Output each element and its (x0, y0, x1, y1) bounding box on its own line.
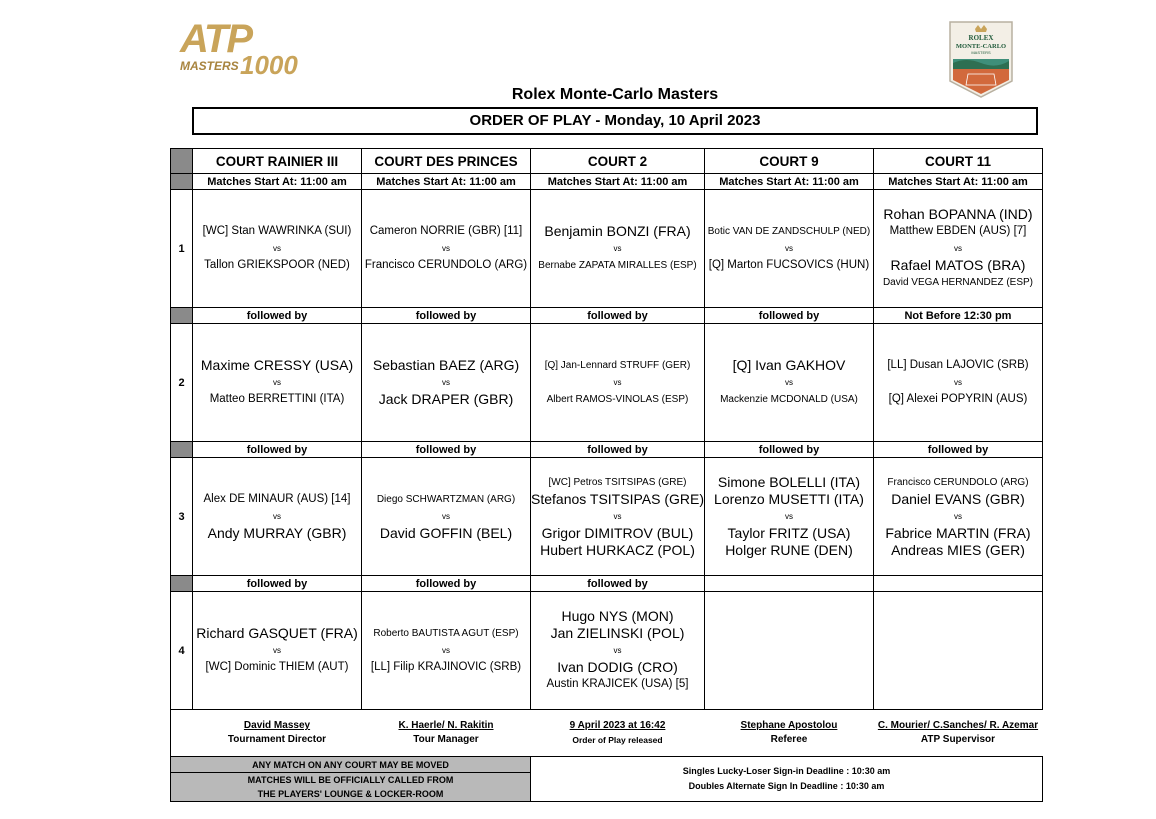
player-name: [WC] Stan WAWRINKA (SUI) (202, 225, 352, 237)
versus-label: vs (953, 244, 962, 253)
official-name: 9 April 2023 at 16:42 (569, 720, 666, 731)
match-cell (873, 190, 1042, 308)
followed-by-row (171, 442, 1043, 458)
official-cell (873, 710, 1042, 757)
official-cell (193, 710, 362, 757)
atp-logo-1000: 1000 (240, 50, 298, 78)
match-row (171, 592, 1043, 710)
versus-label: vs (273, 512, 281, 521)
start-gray-cell (171, 174, 193, 190)
match-cell (531, 592, 705, 710)
doubles-deadline (531, 779, 1042, 794)
player-name: Botic VAN DE ZANDSCHULP (NED) (707, 226, 871, 237)
match-row (171, 458, 1043, 576)
player-name: Matthew EBDEN (AUS) [7] (889, 225, 1027, 237)
match-cell (873, 324, 1042, 442)
match-number: 3 (171, 458, 193, 576)
followed-by-row (171, 308, 1043, 324)
followed-by-label: followed by (531, 442, 705, 458)
court-name: COURT 9 (704, 149, 873, 174)
player-name: Francisco CERUNDOLO (ARG) (364, 259, 528, 271)
player-name: David VEGA HERNANDEZ (ESP) (882, 277, 1033, 288)
doubles-deadline-label: Doubles Alternate Sign In Deadline : (688, 781, 844, 791)
player-name: [WC] Dominic THIEM (AUT) (205, 661, 349, 673)
player-name: Andy MURRAY (GBR) (207, 525, 347, 541)
move-notice: ANY MATCH ON ANY COURT MAY BE MOVED (171, 758, 530, 773)
followed-by-label: Not Before 12:30 pm (873, 308, 1042, 324)
court-name: COURT 2 (531, 149, 705, 174)
order-of-play-table (170, 148, 1043, 802)
player-name: Bernabe ZAPATA MIRALLES (ESP) (538, 260, 697, 271)
followed-by-label: followed by (531, 576, 705, 592)
player-name: Hugo NYS (MON) (561, 608, 674, 624)
official-cell (362, 710, 531, 757)
player-name: Richard GASQUET (FRA) (196, 625, 358, 641)
player-name: Fabrice MARTIN (FRA) (885, 525, 1031, 541)
followed-by-label: followed by (193, 308, 362, 324)
court-name: COURT RAINIER III (193, 149, 362, 174)
event-title: Rolex Monte-Carlo Masters (511, 86, 719, 103)
player-name: Grigor DIMITROV (BUL) (541, 525, 694, 541)
followed-by-label: followed by (193, 442, 362, 458)
player-name: [LL] Dusan LAJOVIC (SRB) (887, 359, 1029, 371)
match-cell (531, 324, 705, 442)
player-name: [LL] Filip KRAJINOVIC (SRB) (370, 661, 522, 673)
player-name: Austin KRAJICEK (USA) [5] (546, 678, 689, 690)
deadline-cell (531, 757, 1043, 802)
versus-label: vs (953, 512, 962, 521)
official-name: David Massey (243, 720, 311, 731)
player-name: Diego SCHWARTZMAN (ARG) (376, 494, 516, 505)
official-cell (531, 710, 705, 757)
doubles-deadline-time: 10:30 am (845, 781, 885, 791)
versus-label: vs (442, 646, 450, 655)
official-role: Tour Manager (413, 734, 479, 745)
singles-deadline-time: 10:30 am (851, 766, 891, 776)
followed-by-label: followed by (531, 308, 705, 324)
player-name: Roberto BAUTISTA AGUT (ESP) (373, 628, 519, 639)
corner-cell (171, 149, 193, 174)
player-name: Ivan DODIG (CRO) (557, 659, 678, 675)
match-cell (704, 458, 873, 576)
followed-by-label: followed by (362, 308, 531, 324)
start-time: Matches Start At: 11:00 am (193, 174, 362, 190)
called-notice-2: THE PLAYERS' LOUNGE & LOCKER-ROOM (257, 788, 444, 799)
match-number: 1 (171, 190, 193, 308)
order-of-play-title: ORDER OF PLAY - Monday, 10 April 2023 (192, 107, 1038, 135)
player-name: Matteo BERRETTINI (ITA) (209, 393, 345, 405)
atp-logo-masters: MASTERS (180, 59, 239, 73)
player-name: [Q] Marton FUCSOVICS (HUN) (708, 259, 870, 271)
player-name: Daniel EVANS (GBR) (891, 491, 1025, 507)
match-cell (193, 324, 362, 442)
start-time: Matches Start At: 11:00 am (873, 174, 1042, 190)
atp-logo-text: ATP (180, 18, 252, 61)
followed-by-label: followed by (362, 576, 531, 592)
player-name: Tallon GRIEKSPOOR (NED) (204, 259, 350, 271)
player-name: Rafael MATOS (BRA) (890, 257, 1026, 273)
player-name: Simone BOLELLI (ITA) (717, 474, 861, 490)
versus-label: vs (613, 512, 622, 521)
rmc-logo-montecarlo: MONTE-CARLO (955, 43, 1007, 50)
versus-label: vs (784, 512, 793, 521)
match-cell (362, 324, 531, 442)
versus-label: vs (953, 378, 962, 387)
court-header-row (171, 149, 1043, 174)
match-cell (531, 458, 705, 576)
match-cell (873, 592, 1042, 710)
followed-gray-cell (171, 576, 193, 592)
official-role: Order of Play released (572, 735, 663, 745)
player-name: Cameron NORRIE (GBR) [11] (369, 225, 523, 237)
followed-by-label (873, 576, 1042, 592)
officials-blank-cell (171, 710, 193, 757)
match-cell (704, 190, 873, 308)
official-role: ATP Supervisor (920, 734, 996, 745)
match-cell (193, 190, 362, 308)
versus-label: vs (613, 244, 622, 253)
player-name: [Q] Ivan GAKHOV (732, 357, 846, 373)
player-name: Mackenzie MCDONALD (USA) (720, 394, 858, 405)
official-role: Tournament Director (227, 734, 327, 745)
start-time-row (171, 174, 1043, 190)
officials-row (171, 710, 1043, 757)
court-name: COURT 11 (873, 149, 1042, 174)
followed-by-label: followed by (704, 308, 873, 324)
versus-label: vs (442, 512, 450, 521)
player-name: Stefanos TSITSIPAS (GRE) (531, 491, 704, 507)
versus-label: vs (442, 244, 450, 253)
official-name: Stephane Apostolou (740, 720, 838, 731)
official-role: Referee (770, 734, 808, 745)
versus-label: vs (784, 244, 793, 253)
match-cell (193, 592, 362, 710)
match-cell (362, 592, 531, 710)
player-name: Albert RAMOS-VINOLAS (ESP) (546, 394, 689, 405)
match-cell (704, 592, 873, 710)
rmc-logo-masters: MASTERS (971, 50, 991, 55)
player-name: Hubert HURKACZ (POL) (540, 542, 695, 558)
notes-cell (171, 757, 531, 802)
followed-by-label: followed by (873, 442, 1042, 458)
followed-by-label: followed by (193, 576, 362, 592)
match-cell (873, 458, 1042, 576)
player-name: Francisco CERUNDOLO (ARG) (887, 477, 1029, 488)
rmc-logo-rolex: ROLEX (968, 34, 994, 42)
match-cell (704, 324, 873, 442)
player-name: Sebastian BAEZ (ARG) (372, 357, 520, 373)
versus-label: vs (784, 378, 793, 387)
player-name: Rohan BOPANNA (IND) (883, 206, 1033, 222)
player-name: Benjamin BONZI (FRA) (544, 223, 691, 239)
court-name: COURT DES PRINCES (362, 149, 531, 174)
versus-label: vs (442, 378, 450, 387)
player-name: Maxime CRESSY (USA) (200, 357, 354, 373)
versus-label: vs (273, 244, 281, 253)
player-name: [Q] Jan-Lennard STRUFF (GER) (544, 360, 691, 371)
followed-gray-cell (171, 308, 193, 324)
match-cell (193, 458, 362, 576)
match-row (171, 190, 1043, 308)
match-number: 4 (171, 592, 193, 710)
player-name: Andreas MIES (GER) (891, 542, 1025, 558)
match-cell (531, 190, 705, 308)
official-name: K. Haerle/ N. Rakitin (398, 720, 494, 731)
called-notice-1: MATCHES WILL BE OFFICIALLY CALLED FROM (247, 774, 454, 785)
followed-by-label: followed by (362, 442, 531, 458)
player-name: [Q] Alexei POPYRIN (AUS) (888, 393, 1028, 405)
player-name: Taylor FRITZ (USA) (727, 525, 851, 541)
player-name: Jack DRAPER (GBR) (378, 391, 514, 407)
match-cell (362, 458, 531, 576)
followed-by-label (704, 576, 873, 592)
followed-by-row (171, 576, 1043, 592)
match-cell (362, 190, 531, 308)
match-row (171, 324, 1043, 442)
followed-by-label: followed by (704, 442, 873, 458)
official-name: C. Mourier/ C.Sanches/ R. Azemar (877, 720, 1039, 731)
official-cell (704, 710, 873, 757)
start-time: Matches Start At: 11:00 am (531, 174, 705, 190)
player-name: David GOFFIN (BEL) (379, 525, 513, 541)
player-name: Jan ZIELINSKI (POL) (550, 625, 685, 641)
atp-masters-1000-logo (178, 18, 306, 78)
notes-row (171, 757, 1043, 802)
start-time: Matches Start At: 11:00 am (704, 174, 873, 190)
versus-label: vs (613, 646, 622, 655)
versus-label: vs (613, 378, 622, 387)
player-name: Holger RUNE (DEN) (725, 542, 853, 558)
player-name: Lorenzo MUSETTI (ITA) (714, 491, 864, 507)
versus-label: vs (273, 378, 281, 387)
followed-gray-cell (171, 442, 193, 458)
match-number: 2 (171, 324, 193, 442)
singles-deadline-label: Singles Lucky-Loser Sign-in Deadline : (682, 766, 850, 776)
player-name: Alex DE MINAUR (AUS) [14] (203, 493, 351, 505)
player-name: [WC] Petros TSITSIPAS (GRE) (548, 477, 687, 488)
versus-label: vs (273, 646, 281, 655)
start-time: Matches Start At: 11:00 am (362, 174, 531, 190)
singles-deadline (531, 764, 1042, 779)
